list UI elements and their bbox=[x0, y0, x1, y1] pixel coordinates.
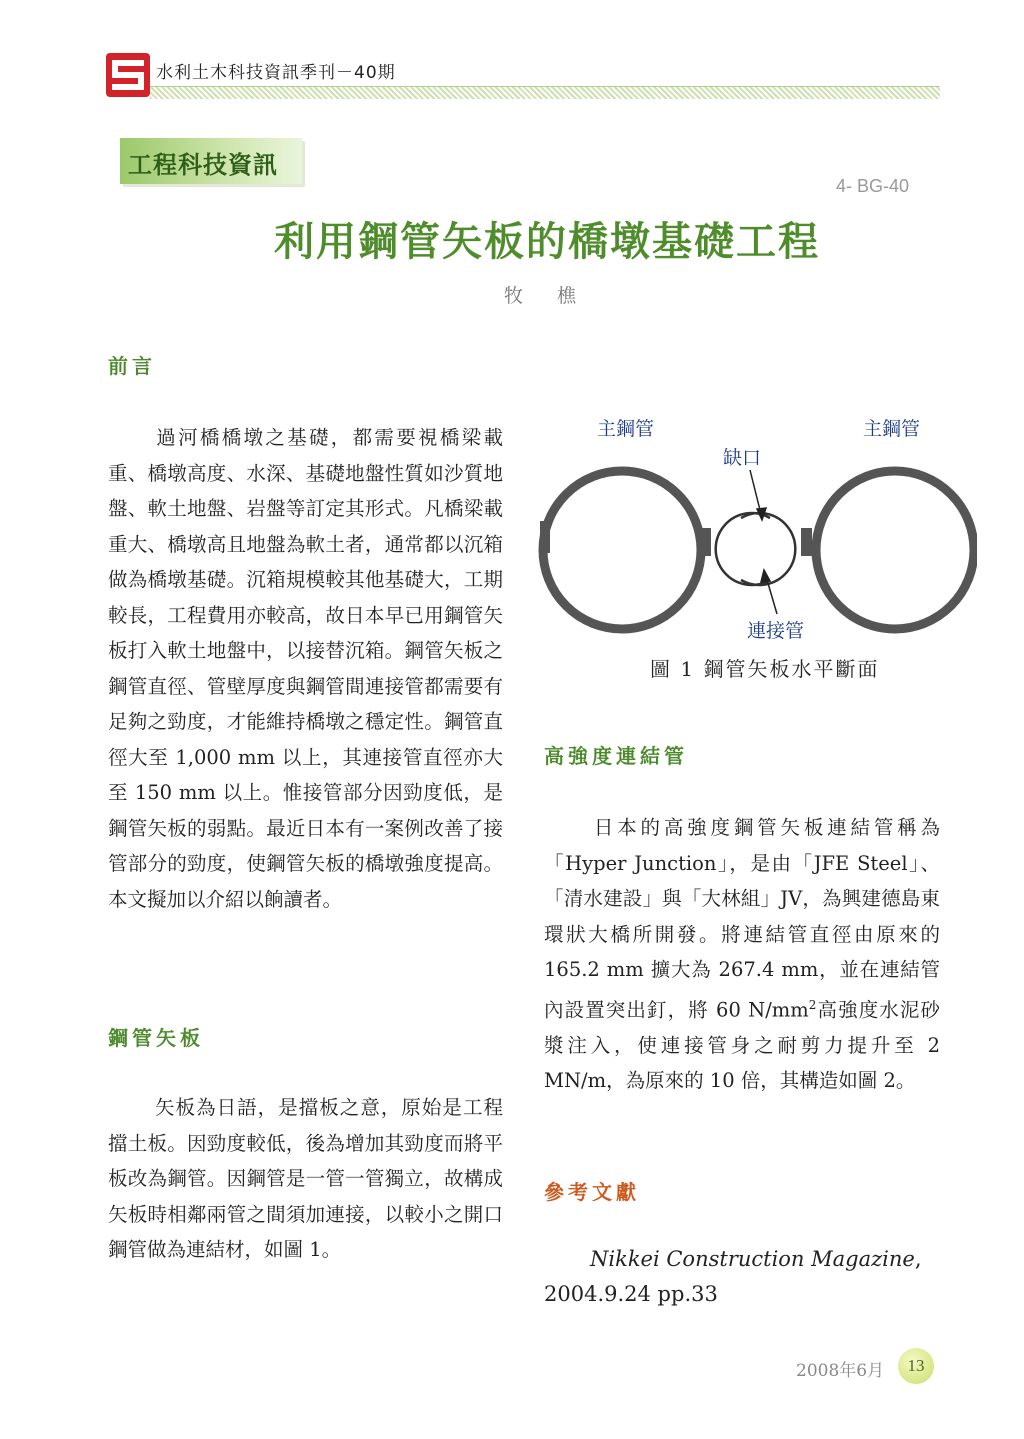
journal-title: 水利土木科技資訊季刊－40期 bbox=[156, 63, 396, 83]
pipe-joint-left bbox=[540, 521, 550, 553]
pipe-joint-right-b bbox=[801, 528, 812, 556]
connector-pipe-right bbox=[741, 513, 795, 585]
pipe-joint-right-a bbox=[700, 528, 711, 556]
heading-high-strength: 高強度連結管 bbox=[544, 744, 688, 768]
label-main-pipe-right: 主鋼管 bbox=[863, 418, 921, 440]
main-pipe-left bbox=[543, 471, 701, 629]
label-main-pipe-left: 主鋼管 bbox=[597, 418, 655, 440]
figure-1-caption: 圖 1 鋼管矢板水平斷面 bbox=[650, 657, 880, 681]
main-pipe-right bbox=[816, 471, 974, 629]
connector-pipe-left bbox=[716, 513, 770, 585]
label-connector: 連接管 bbox=[747, 620, 805, 642]
reference-entry bbox=[544, 1242, 940, 1312]
high-strength-text-b: 高強度水泥砂漿注入，使連接管身之耐剪力提升至 2 MN/m，為原來的 10 倍，其構造如圖 2。 bbox=[544, 998, 940, 1092]
intro-text: 過河橋橋墩之基礎，都需要視橋梁載重、橋墩高度、水深、基礎地盤性質如沙質地盤、軟土地盤、岩盤等訂定其形式。凡橋梁載重大、橋墩高且地盤為軟土者，通常都以沉箱做為橋墩基礎。沉箱規模較其他基礎大，工期較長，工程費用亦較高，故日本早已用鋼管矢板打入軟土地盤中，以接替沉箱。鋼管矢板之鋼管直徑、管壁厚度與鋼管間連接管都需要有足夠之勁度，才能維持橋墩之穩定性。鋼管直徑大至 1,000 mm 以上，其連接管直徑亦大至 150 mm 以上。惟接管部分因勁度低，是鋼管矢板的弱點。最近日本有一案例改善了接管部分的勁度，使鋼管矢板的橋墩強度提高。本文擬加以介紹以餉讀者。 bbox=[108, 426, 503, 911]
heading-intro: 前言 bbox=[108, 354, 156, 378]
page-number: 13 bbox=[907, 1356, 925, 1375]
article-code: 4- BG-40 bbox=[836, 176, 910, 196]
figure-1-diagram bbox=[537, 410, 977, 655]
intro-paragraph bbox=[108, 420, 503, 917]
high-strength-paragraph bbox=[544, 810, 940, 1099]
article-title: 利用鋼管矢板的橋墩基礎工程 bbox=[274, 219, 820, 265]
header-divider bbox=[150, 86, 940, 99]
superscript-2: 2 bbox=[808, 997, 817, 1012]
article-author: 牧 樵 bbox=[503, 285, 591, 307]
reference-comma: , bbox=[914, 1247, 922, 1271]
issue-date: 2008年6月 bbox=[796, 1361, 885, 1381]
section-tag: 工程科技資訊 bbox=[128, 151, 278, 179]
high-strength-text-a: 日本的高強度鋼管矢板連結管稱為「Hyper Junction」，是由「JFE Steel」、「清水建設」與「大林組」JV，為興建德島東環狀大橋所開發。將連結管直徑由原來的 165.2 mm 擴大為 267.4 mm，並在連結管內設置突出釘，將 60 N/mm bbox=[544, 816, 940, 1021]
reference-journal: Nikkei Construction Magazine bbox=[590, 1247, 915, 1271]
sheet-pile-text: 矢板為日語，是擋板之意，原始是工程擋土板。因勁度較低，後為增加其勁度而將平板改為鋼管。因鋼管是一管一管獨立，故構成矢板時相鄰兩管之間須加連接，以較小之開口鋼管做為連結材，如圖 1。 bbox=[108, 1096, 503, 1261]
reference-details: 2004.9.24 pp.33 bbox=[544, 1282, 718, 1306]
heading-references: 參考文獻 bbox=[544, 1180, 640, 1204]
journal-logo bbox=[106, 53, 150, 97]
sheet-pile-paragraph bbox=[108, 1090, 503, 1268]
heading-sheet-pile: 鋼管矢板 bbox=[108, 1026, 204, 1050]
label-gap: 缺口 bbox=[723, 447, 762, 469]
